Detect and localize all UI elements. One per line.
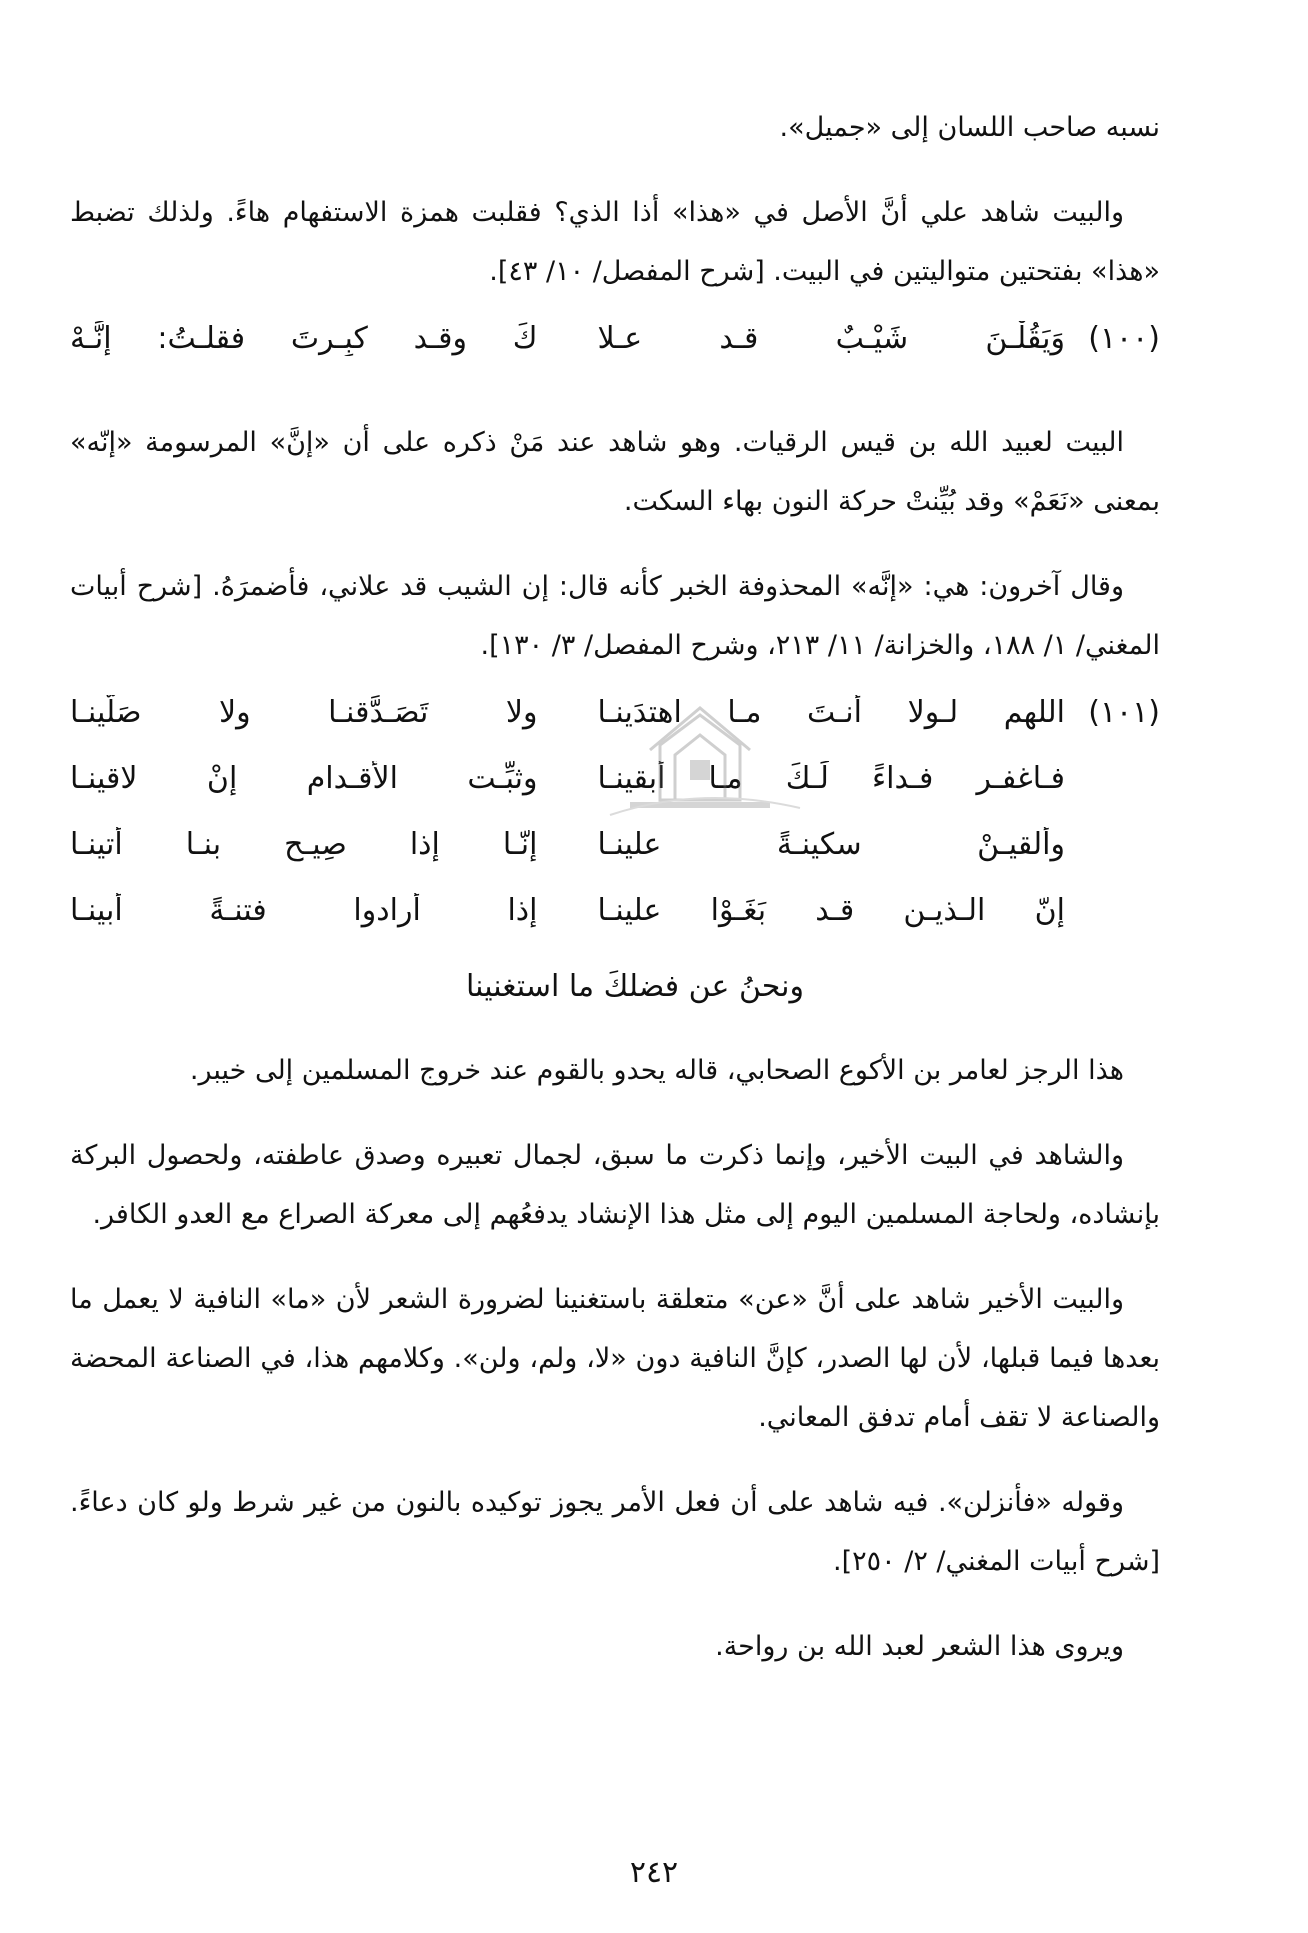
verse-second-hemistich: كَ وقـد كبِـرتَ فقلـتُ: إنَّـهْ	[70, 321, 538, 356]
paragraph-verse-100-commentary: البيت لعبيد الله بن قيس الرقيات. وهو شاهد عند مَنْ ذكره على أن «إنَّ» المرسومة «إنّه» بمعنى «نَعَمْ» وقد بُيِّنتْ حركة النون بهاء السكت.	[70, 427, 1160, 517]
verse-second-hemistich: إنّـا إذا صِيـح بنـا أتينـا	[70, 827, 538, 862]
verse-second-hemistich: وثبِّـت الأقـدام إنْ لاقينـا	[70, 761, 538, 796]
verse-closing-line: ونحنُ عن فضلكَ ما استغنينا	[466, 969, 804, 1004]
paragraph-rajaz-attribution: هذا الرجز لعامر بن الأكوع الصحابي، قاله يحدو بالقوم عند خروج المسلمين إلى خيبر.	[189, 1055, 1124, 1086]
verse-number: (١٠٠)	[1088, 321, 1160, 356]
verse-line	[70, 827, 1160, 893]
book-page	[70, 98, 1160, 1676]
verse-line	[70, 893, 1160, 959]
paragraph-attribution: نسبه صاحب اللسان إلى «جميل».	[779, 112, 1160, 143]
paragraph-hatha-explanation: والبيت شاهد علي أنَّ الأصل في «هذا» أذا الذي؟ فقلبت همزة الاستفهام هاءً. ولذلك تضبط «هذا» بفتحتين متواليتين في البيت. [شرح المفصل/ ١٠/ ٤٣].	[70, 197, 1160, 287]
verse-number: (١٠١)	[1088, 695, 1160, 730]
verse-second-hemistich: ولا تَصَـدَّقنـا ولا صَلَّينـا	[70, 695, 538, 730]
paragraph-an-grammar: والبيت الأخير شاهد على أنَّ «عن» متعلقة باستغنينا لضرورة الشعر لأن «ما» النافية لا يعمل ما بعدها فيما قبلها، لأن لها الصدر، كإنَّ النافية دون «لا، ولم، ولن». وكلامهم هذا، في الصناعة المحضة والصناعة لا تقف أمام تدفق المعاني.	[70, 1284, 1160, 1433]
verse-second-hemistich: إذا أرادوا فتنـةً أبينـا	[70, 893, 538, 928]
paragraph-ibn-rawaha: ويروى هذا الشعر لعبد الله بن رواحة.	[715, 1631, 1124, 1662]
paragraph-other-opinion: وقال آخرون: هي: «إنَّه» المحذوفة الخبر كأنه قال: إن الشيب قد علاني، فأضمرَهُ. [شرح أبيات المغني/ ١/ ١٨٨، والخزانة/ ١١/ ٢١٣، وشرح المفصل/ ٣/ ١٣٠].	[70, 571, 1160, 661]
verse-first-hemistich: وألقيـنْ سكينـةً علينـا	[597, 827, 1065, 862]
verse-line	[70, 321, 1160, 387]
verse-100	[70, 321, 1160, 387]
paragraph-shahid-explanation: والشاهد في البيت الأخير، وإنما ذكرت ما سبق، لجمال تعبيره وصدق عاطفته، ولحصول البركة بإنشاده، ولحاجة المسلمين اليوم إلى مثل هذا الإنشاد يدفعُهم إلى معركة الصراع مع العدو الكافر.	[70, 1140, 1160, 1230]
verse-first-hemistich: وَيَقُلْـنَ شَيْـبٌ قـد عـلا	[597, 321, 1065, 356]
library-seal-watermark	[590, 690, 810, 820]
verse-first-hemistich: اللهم لـولا أنـتَ مـا اهتدَينـا	[597, 695, 1065, 730]
page-number: ٢٤٢	[629, 1855, 679, 1890]
verse-first-hemistich: فـاغفـر فـداءً لَـكَ مـا أبقينـا	[597, 761, 1065, 796]
verse-first-hemistich: إنّ الـذيـن قـد بَغَـوْا علينـا	[597, 893, 1065, 928]
paragraph-fa-anzilan: وقوله «فأنزلن». فيه شاهد على أن فعل الأمر يجوز توكيده بالنون من غير شرط ولو كان دعاءً. [شرح أبيات المغني/ ٢/ ٢٥٠].	[70, 1487, 1160, 1577]
